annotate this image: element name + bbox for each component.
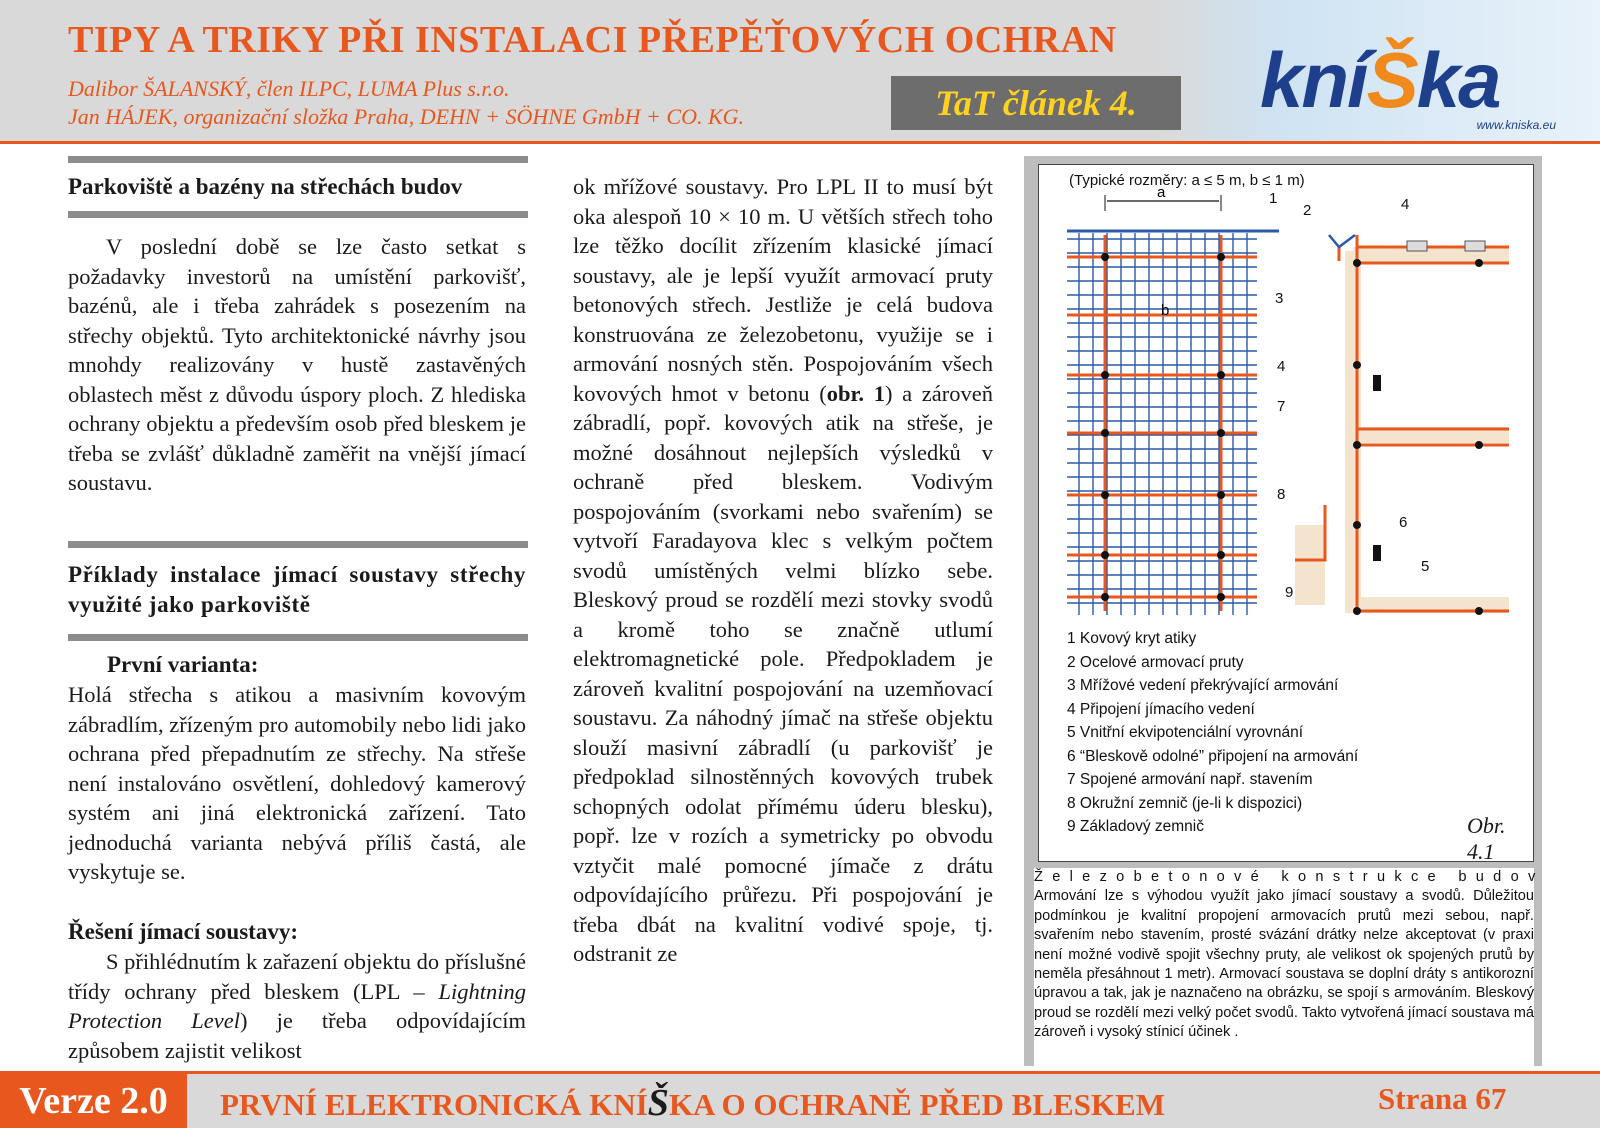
legend-item: 8 Okružní zemnič (je-li k dispozici): [1067, 794, 1303, 812]
solution-text-end: ) je třeba odpovídajícím způsobem zajistit velikost: [68, 1008, 526, 1063]
dimension-b-label: b: [1161, 302, 1170, 319]
col2-text-a: ok mřížové soustavy. Pro LPL II to musí být oka alespoň 10 × 10 m. U větších střech toho lze těžko docílit zřízením klasické jímací soustavy, ale je lepší využít armovací pruty betonových střech. Jestliže je celá budova konstruována ze železobetonu, využije se i armování nosných stěn. Pospojováním všech kovových hmot v betonu (: [573, 174, 993, 406]
legend-item: 5 Vnitřní ekvipotenciální vyrovnání: [1067, 724, 1304, 741]
legend-item: 3 Mřížové vedení překrývající armování: [1067, 677, 1339, 694]
mesh-grid: [1067, 233, 1257, 615]
subheading-solution: Řešení jímací soustavy:: [68, 919, 298, 944]
solution-text-start: S přihlédnutím k zařazení objektu do příslušné třídy ochrany před bleskem (LPL –: [68, 949, 526, 1004]
dimension-a-label: a: [1157, 184, 1166, 201]
ground-zone: [1295, 525, 1325, 605]
legend-item: 2 Ocelové armovací pruty: [1067, 653, 1244, 671]
figure-panel: [1024, 156, 1545, 1066]
callout-3: 4: [1277, 358, 1286, 375]
section-heading-parking: Parkoviště a bazény na střechách budov: [68, 174, 463, 199]
article-badge: TaT článek 4.: [891, 76, 1181, 130]
section-heading-examples: Příklady instalace jímací soustavy střechy využité jako parkoviště: [68, 562, 526, 617]
footer-title-s: Š: [647, 1082, 669, 1124]
logo-text-post: ka: [1416, 36, 1500, 124]
callout-2: 3: [1275, 290, 1284, 307]
solution-paragraph: [68, 947, 526, 1065]
author-line-2: Jan HÁJEK, organizační složka Praha, DEHN + SÖHNE GmbH + CO. KG.: [68, 104, 745, 129]
reinforcement-diagram: [1039, 165, 1533, 625]
callout-4: 1: [1269, 190, 1278, 207]
page-number: Strana 67: [1378, 1081, 1507, 1116]
logo-url: www.kniska.eu: [1476, 118, 1556, 132]
logo-text-pre: kní: [1260, 36, 1367, 124]
figure-label: Obr. 4.1: [1467, 813, 1506, 864]
callout-9: 5: [1421, 558, 1430, 575]
caption-text: Armování lze s výhodou využít jako jímací soustavy a svodů. Důležitou podmínkou je kvalitní propojení armovacích prutů mezi sebou, např. svařením nebo stavením, prosté svázání drátky nelze akceptovat (v praxi není možné vodivě spojit všechny pruty, ale velikost ok spojených prutů by neměla přesáhnout 1 metr). Armovací soustava se doplní dráty s antikorozní úpravou a tak, jak je naznačeno na obrázku, se spojí s armováním. Bleskový proud se rozdělí mezi velký počet svodů. Takto vytvořená jímací soustava má zároveň i vysoký stínicí účinek .: [1034, 888, 1534, 1041]
subheading-first-variant: První varianta:: [107, 652, 259, 677]
col2-text-b: ) a zároveň zábradlí, popř. kovových atik na střeše, je možné dosáhnout nejlepších výsledků v ochraně před bleskem. Vodivým pospojováním (svorkami nebo svařením) se vytvoří Faradayova klec s velkým počtem svodů umístěných velmi blízko sebe. Bleskový proud se rozdělí mezi stovky svodů a kromě toho se značně utlumí elektromagnetické pole. Předpokladem je zároveň kvalitní pospojování na uzemňovací soustavu. Za náhodný jímač na střeše objektu slouží masivní zábradlí (u parkovišť je předpoklad silnostěnných kovových trubek schopných odolat přímému úderu blesku), popř. lze v rozích a symetricky po obvodu vztyčit malé pomocné jímače z drátu odpovídajícího průřezu. Při pospojování je třeba dbát na kvalitní vodivé spoje, tj. odstranit ze: [573, 380, 993, 966]
footer-divider: [0, 1071, 1600, 1074]
figure-reference: obr. 1: [826, 380, 885, 406]
variant-paragraph: [68, 680, 526, 887]
column-2-text: [573, 172, 993, 969]
legend-item: 9 Základový zemnič: [1067, 818, 1204, 835]
solution-text: [68, 947, 526, 1065]
callout-6: 7: [1277, 398, 1286, 415]
callout-4b: 4: [1401, 196, 1410, 213]
figure-legend: [1067, 627, 1358, 839]
callout-8: 9: [1285, 584, 1294, 601]
figure-caption: [1034, 868, 1545, 1066]
caption-title: Železobetonové konstrukce budov: [1034, 869, 1545, 885]
version-badge: Verze 2.0: [0, 1074, 187, 1128]
legend-item: 4 Připojení jímacího vedení: [1067, 700, 1255, 718]
footer-title: [220, 1081, 1165, 1125]
legend-item: 1 Kovový kryt atiky: [1067, 630, 1197, 647]
callout-5: 6: [1399, 514, 1408, 531]
column-2-paragraph: [573, 172, 993, 969]
article-title: TIPY A TRIKY PŘI INSTALACI PŘEPĚŤOVÝCH OCHRAN: [68, 19, 1117, 61]
callout-7: 8: [1277, 486, 1286, 503]
section-rule: [68, 541, 528, 548]
header-divider: [0, 141, 1600, 144]
callout-1: 2: [1303, 202, 1312, 219]
section-rule: [68, 156, 528, 163]
variant-text: Holá střecha s atikou a masivním kovovým zábradlím, zřízeným pro automobily nebo lidi jako ochrana před přepadnutím ze střechy. Na střeše není instalováno osvětlení, dohledový kamerový systém ani jiná elektronická zařízení. Tato jednoduchá varianta nebývá příliš častá, ale vyskytuje se.: [68, 682, 526, 884]
logo-s: Š: [1366, 36, 1417, 124]
section-rule: [68, 634, 528, 641]
legend-item: 7 Spojené armování např. stavením: [1067, 771, 1313, 788]
lpl-term: Lightning Protection Level: [68, 978, 526, 1033]
kniska-logo: [1240, 18, 1570, 136]
footer-title-pre: PRVNÍ ELEKTRONICKÁ KNÍ: [220, 1087, 648, 1122]
figure-frame: [1038, 164, 1534, 862]
legend-item: 6 “Bleskově odolné” připojení na armování: [1067, 747, 1359, 765]
dims-note: (Typické rozměry: a ≤ 5 m, b ≤ 1 m): [1069, 172, 1305, 189]
footer-title-post: KA O OCHRANĚ PŘED BLESKEM: [668, 1087, 1165, 1122]
intro-text: V poslední době se lze často setkat s požadavky investorů na umístění parkovišť, bazénů, ale i třeba zahrádek s posezením na střechy objektů. Tyto architektonické návrhy jsou mnohdy realizovány v hustě zastavěných oblastech měst z důvodu úspory ploch. Z hlediska ochrany objektu a především osob před bleskem je třeba se zvlášť důkladně zaměřit na vnější jímací soustavu.: [68, 234, 526, 495]
author-line-1: Dalibor ŠALANSKÝ, člen ILPC, LUMA Plus s.r.o.: [68, 76, 510, 101]
section-rule: [68, 211, 528, 218]
intro-paragraph: [68, 232, 526, 498]
